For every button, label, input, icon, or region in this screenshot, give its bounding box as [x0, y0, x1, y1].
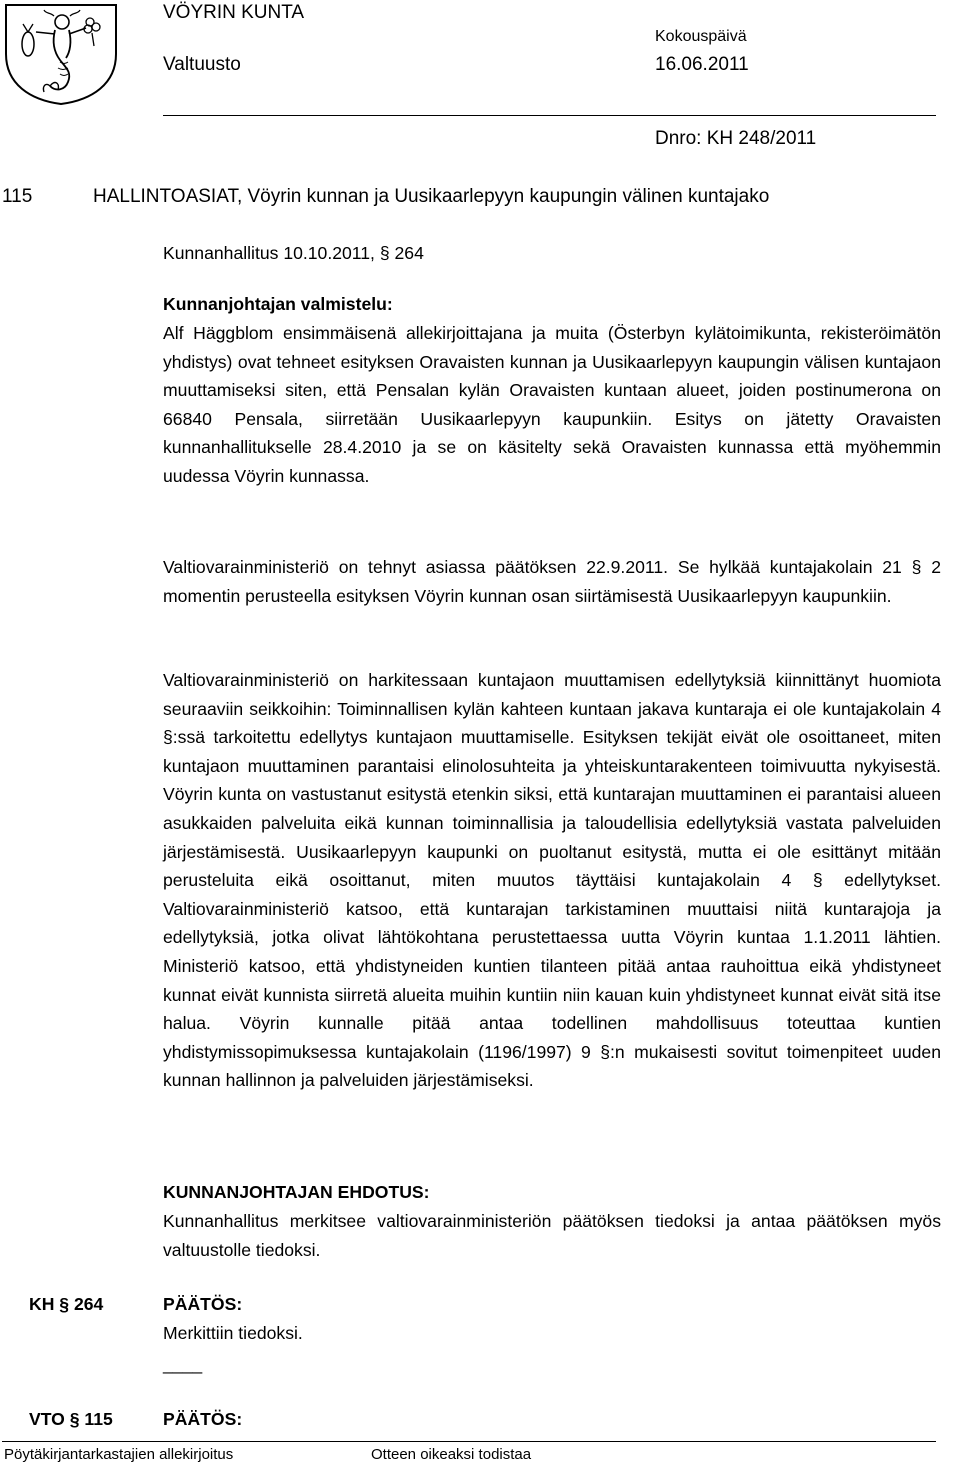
coat-of-arms-icon: [2, 2, 120, 106]
proposal-text: Kunnanhallitus merkitsee valtiovarainministeriön päätöksen tiedoksi ja antaa päätöksen myös valtuustolle tiedoksi.: [163, 1211, 941, 1260]
meeting-body: Valtuusto: [163, 54, 241, 75]
municipality-name: VÖYRIN KUNTA: [163, 2, 305, 23]
footer-divider: [2, 1441, 936, 1442]
preparation-heading: Kunnanjohtajan valmistelu:: [163, 294, 393, 314]
preparation-paragraph-1: Alf Häggblom ensimmäisenä allekirjoittajana ja muita (Österbyn kylätoimikunta, rekisteröimätön yhdistys) ovat tehneet esityksen Oravaisten kunnan ja Uusikaarlepyyn kaupungin välisen kuntajaon muuttamiseksi siten, että Pensalan kylän Oravaisten kuntaan alueet, joiden postinumerona on 66840 Pensala, siirretään Uusikaarlepyyn kaupunkiin. Esitys on jätetty Oravaisten kunnanhallitukselle 28.4.2010 ja se on käsitelty sekä Oravaisten kunnassa että myöhemmin uudessa Vöyrin kunnassa.: [163, 323, 941, 486]
header-divider: [163, 115, 936, 116]
decision-label-vto: VTO § 115: [29, 1409, 113, 1429]
meeting-date: 16.06.2011: [655, 54, 749, 75]
section-number: 115: [2, 186, 33, 207]
section-title: HALLINTOASIAT, Vöyrin kunnan ja Uusikaarlepyyn kaupungin välinen kuntajako: [93, 186, 770, 207]
decision-label-kh: KH § 264: [29, 1294, 104, 1314]
reference: Kunnanhallitus 10.10.2011, § 264: [163, 243, 424, 263]
footer-right: Otteen oikeaksi todistaa: [371, 1446, 532, 1463]
footer-left: Pöytäkirjantarkastajien allekirjoitus: [4, 1446, 234, 1463]
proposal-heading: KUNNANJOHTAJAN EHDOTUS:: [163, 1182, 430, 1202]
meeting-date-label: Kokouspäivä: [655, 28, 747, 45]
decision-heading-kh: PÄÄTÖS:: [163, 1294, 243, 1314]
dnro: Dnro: KH 248/2011: [655, 128, 817, 149]
preparation-paragraph-2: Valtiovarainministeriö on tehnyt asiassa päätöksen 22.9.2011. Se hylkää kuntajakolain 21 § 2 momentin perusteella esityksen Vöyrin kunnan osan siirtämisestä Uusikaarlepyyn kaupunkiin.: [163, 557, 941, 606]
decision-separator: ____: [163, 1354, 203, 1374]
decision-heading-vto: PÄÄTÖS:: [163, 1409, 243, 1429]
decision-text-kh: Merkittiin tiedoksi.: [163, 1323, 303, 1343]
preparation-paragraph-3: Valtiovarainministeriö on harkitessaan kuntajaon muuttamisen edellytyksiä kiinnittänyt huomiota seuraaviin seikkoihin: Toiminnallisen kylän kahteen kuntaan jakava kuntaraja ei ole kuntajakolain 4 §:ssä tarkoitettu edellytys kuntajaon muuttamiselle. Esityksen tekijät eivät ole osoittaneet, miten kuntajaon muuttaminen parantaisi elinolosuhteita ja yhteiskuntarakenteen toimivuutta nykyisestä. Vöyrin kunta on vastustanut esitystä etenkin siksi, että kuntarajan muuttaminen ei parantaisi alueen asukkaiden palveluita eikä kunnan toiminnallisia ja taloudellisia edellytyksiä vastata palveluiden järjestämisestä. Uusikaarlepyyn kaupunki on puoltanut esitystä, mutta ei ole esittänyt mitään perusteluita eikä osoittanut, miten muutos täyttäisi kuntajakolain 4 § edellytykset. Valtiovarainministeriö katsoo, että kuntarajan tarkistaminen muuttaisi niitä kuntarajoja ja edellytyksiä, jotka olivat lähtökohtana perustettaessa uutta Vöyrin kuntaa 1.1.2011 lähtien. Ministeriö katsoo, että yhdistyneiden kuntien tilanteen pitää antaa rauhoittua eikä yhdistyneet kunnat eivät kunnista siirretä alueita muihin kuntiin niin kauan kuin yhdistyneet kunnat eivät sitä itse halua. Vöyrin kunnalle pitää antaa todellinen mahdollisuus toteuttaa kuntien yhdistymissopimuksessa kuntajakolain (1196/1997) 9 §:n mukaisesti sovitut toimenpiteet uuden kunnan hallinnon ja palveluiden järjestämiseksi.: [163, 670, 941, 1091]
